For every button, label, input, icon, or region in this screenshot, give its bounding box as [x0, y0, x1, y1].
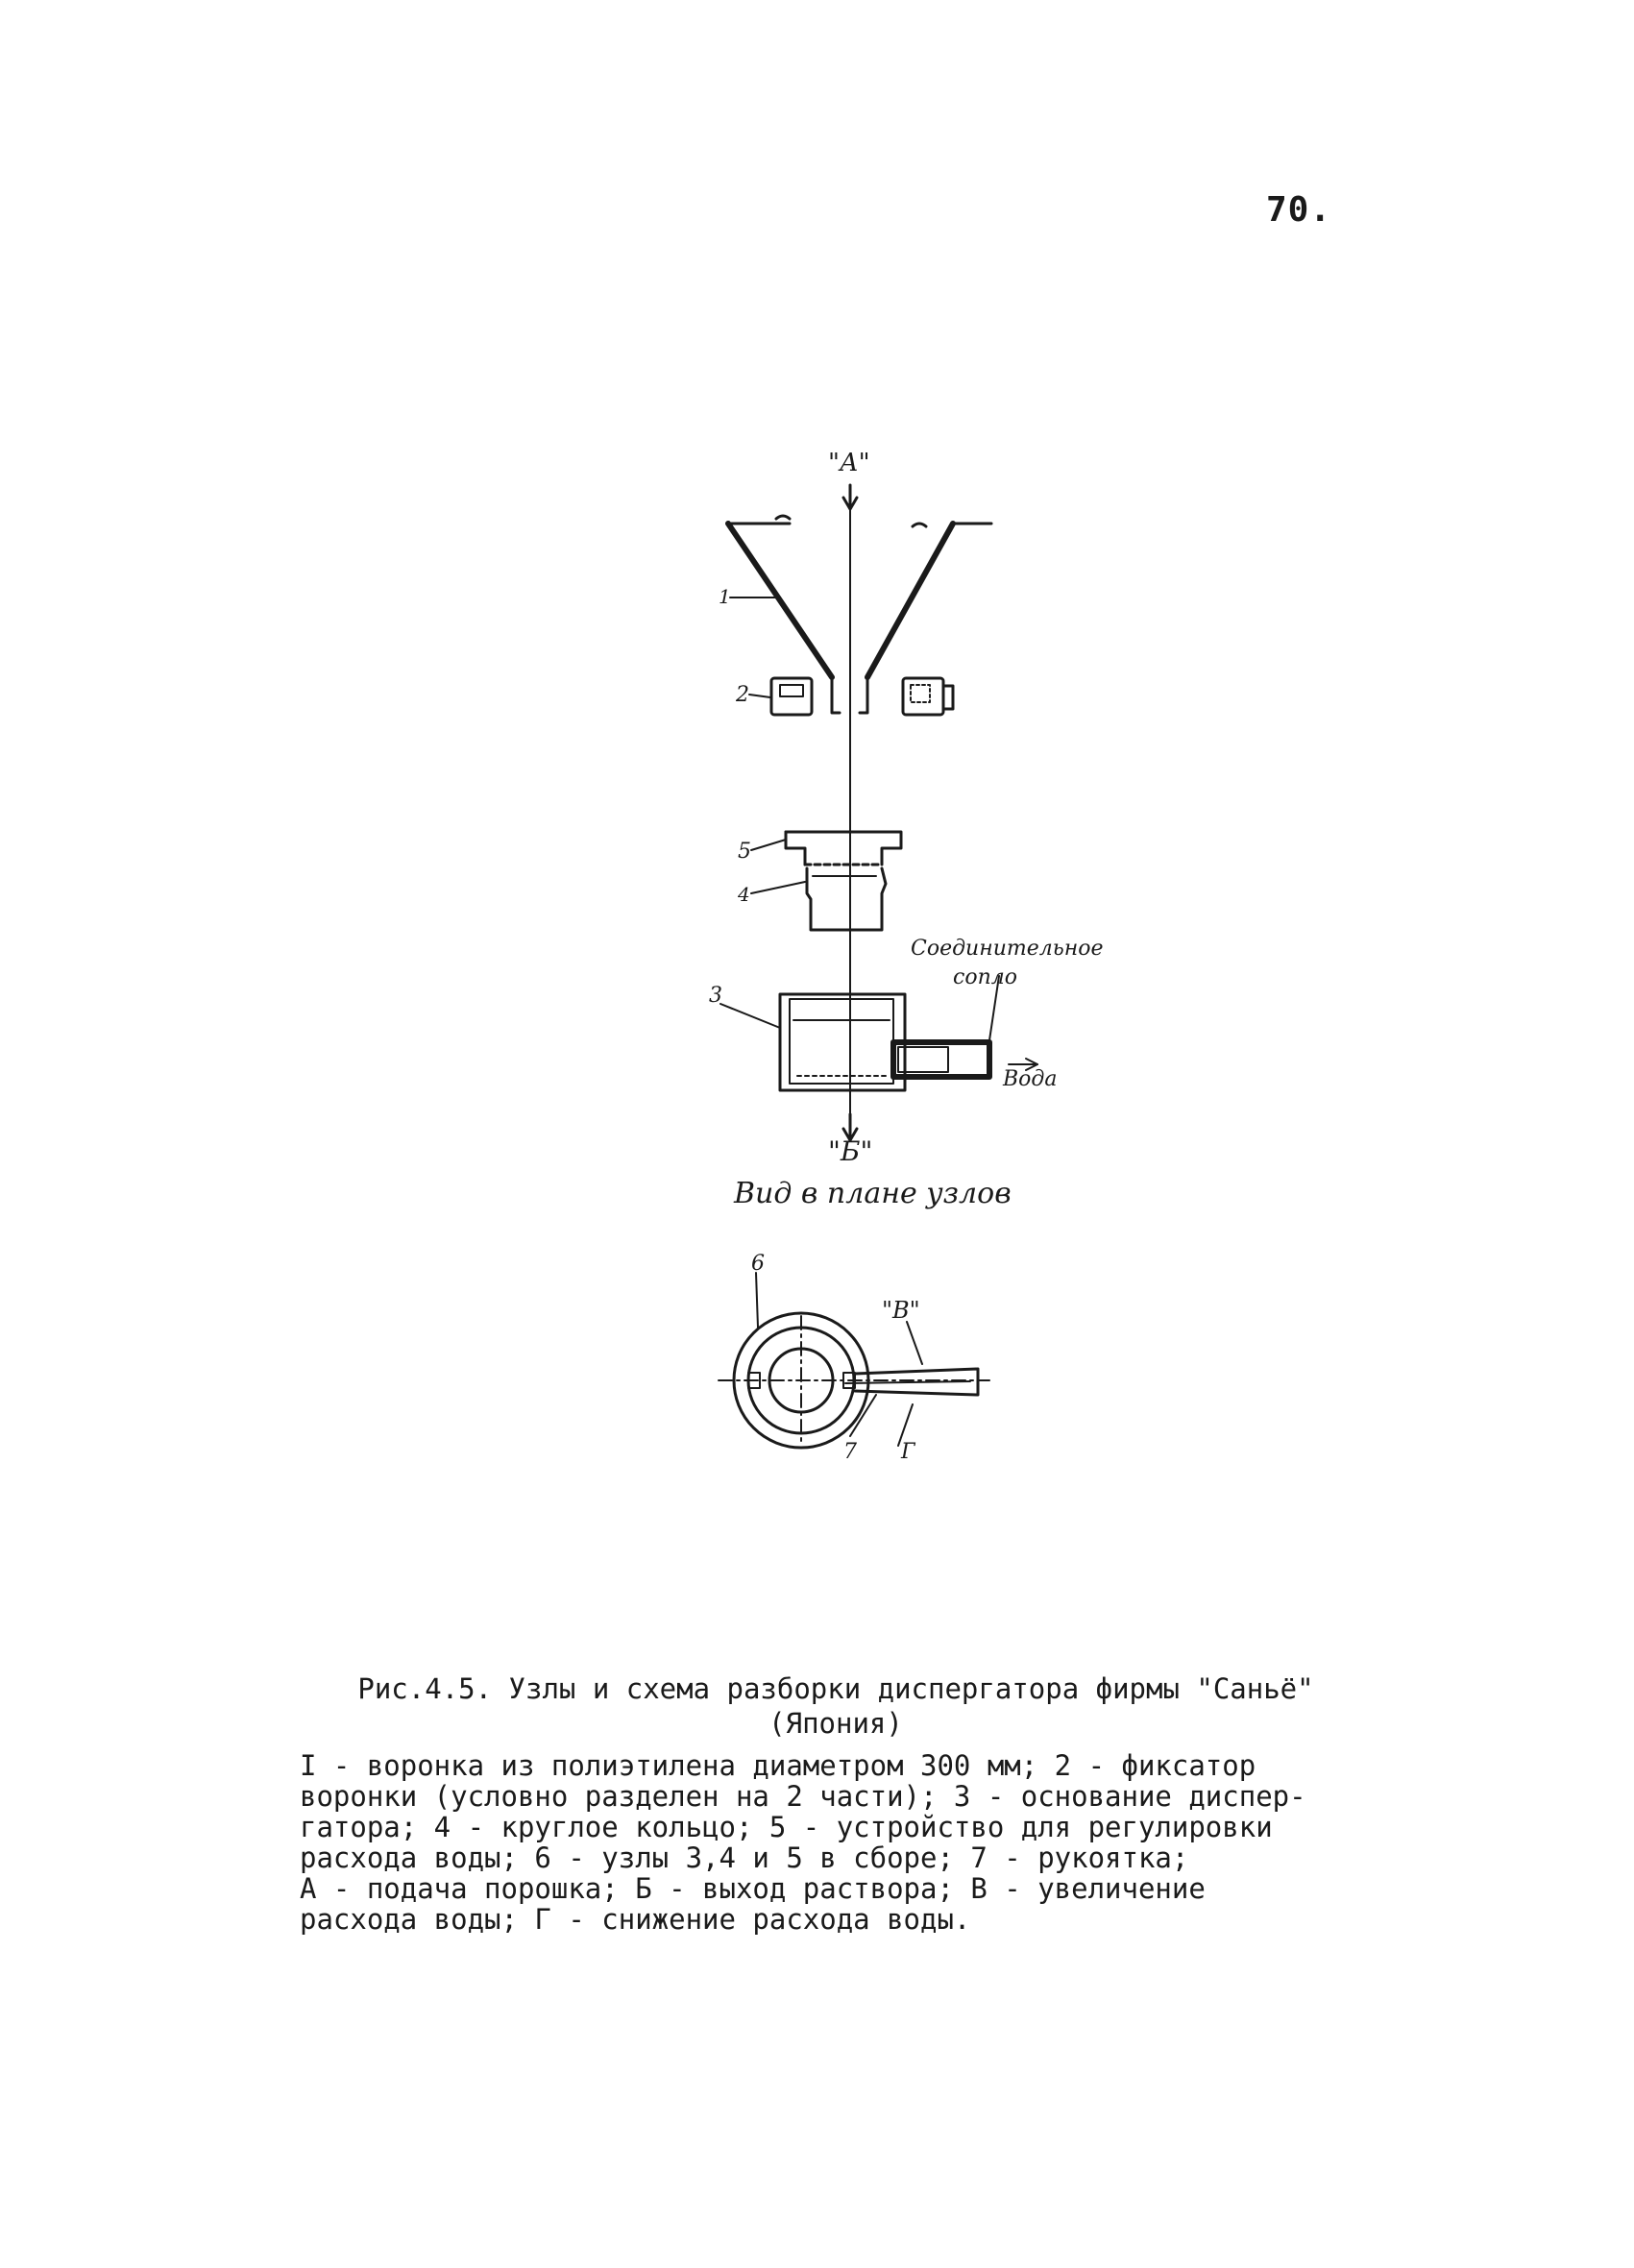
- label-2: 2: [736, 683, 749, 707]
- funnel: [728, 516, 991, 713]
- label-6: 6: [751, 1252, 765, 1276]
- label-nozzle-2: сопло: [953, 965, 1017, 989]
- label-5: 5: [738, 840, 751, 864]
- figure-caption: [298, 1671, 1374, 1741]
- label-plan-view: Вид в плане узлов: [734, 1177, 1012, 1210]
- label-7: 7: [843, 1440, 857, 1464]
- figure-legend: I - воронка из полиэтилена диаметром 300 мм; 2 - фиксатор воронки (условно разделен на 2 части); 3 - основание диспер- гатора; 4 - круглое кольцо; 5 - устройство для регулировки расхода воды; 6 - узлы 3,4 и 5 в сборе; 7 - рукоятка; А - подача порошка; Б - выход раствора; В - увеличение расхода воды; Г - снижение расхода воды.: [300, 1749, 1306, 1936]
- arrow-a: [843, 485, 857, 509]
- label-b: "Б": [828, 1135, 873, 1167]
- label-a: "А": [828, 449, 870, 477]
- label-1: 1: [719, 585, 731, 608]
- label-g: Г: [901, 1440, 915, 1464]
- label-v: "В": [882, 1297, 920, 1324]
- disperser-base: [780, 994, 989, 1090]
- plan-view: [719, 1313, 989, 1448]
- funnel-clamp: [771, 678, 953, 715]
- page-number: 70.: [1266, 190, 1332, 230]
- label-4: 4: [738, 883, 750, 906]
- adjusting-device: [786, 832, 901, 930]
- label-water: Вода: [1003, 1067, 1058, 1091]
- label-nozzle-1: Соединительное: [911, 937, 1104, 961]
- caption-title-line2: (Япония): [768, 1707, 903, 1740]
- label-3: 3: [709, 984, 722, 1008]
- caption-title-line1: Рис.4.5. Узлы и схема разборки диспергатора фирмы "Саньё": [357, 1672, 1314, 1705]
